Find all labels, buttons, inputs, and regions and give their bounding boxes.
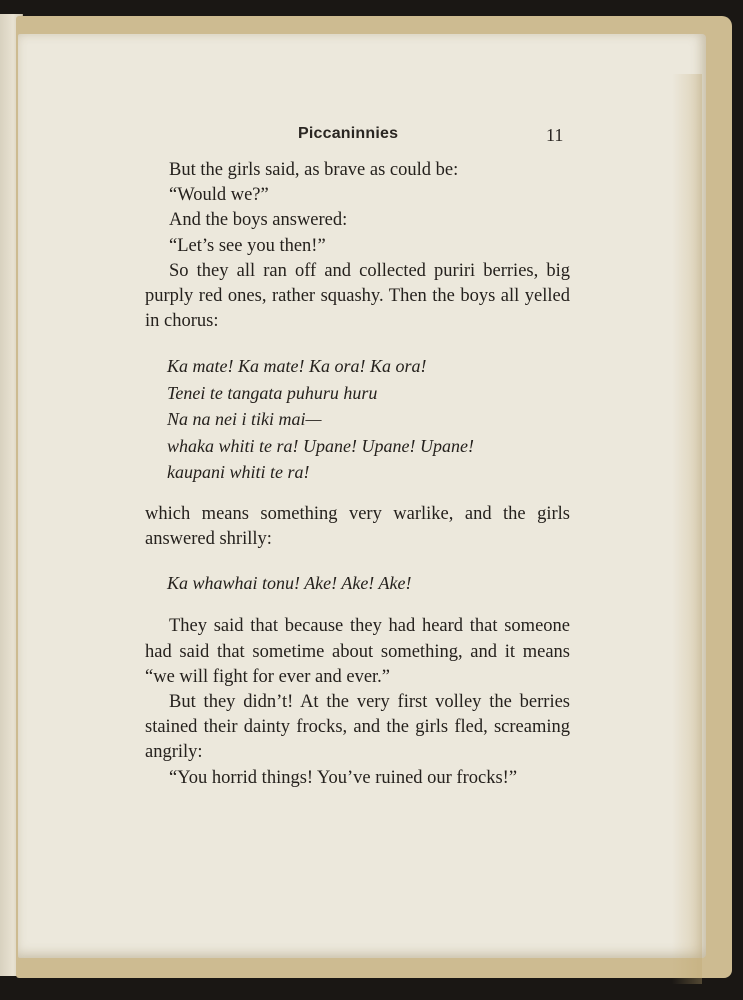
chant-verse (167, 353, 570, 486)
verse-line: whaka whiti te ra! Upane! Upane! Upane! (167, 435, 474, 456)
paragraph: “You horrid things! You’ve ruined our frocks!” (169, 767, 518, 788)
paragraph: But they didn’t! At the very first volley the berries stained their dainty frocks, and the girls fled, screaming angrily: (145, 691, 570, 763)
verse-line: Tenei te tangata puhuru huru (167, 382, 378, 403)
page-header (0, 125, 743, 155)
page-text (145, 158, 570, 791)
text-line: “Would we?” (169, 185, 269, 206)
running-title: Piccaninnies (298, 125, 399, 142)
verse-line: Na na nei i tiki mai— (167, 409, 322, 430)
page-number: 11 (546, 125, 564, 145)
page-edge-stain (672, 74, 702, 984)
paragraph: which means something very warlike, and the girls answered shrilly: (145, 503, 570, 550)
verse-line: kaupani whiti te ra! (167, 462, 310, 483)
text-line: And the boys answered: (169, 210, 348, 231)
text-line: But the girls said, as brave as could be: (169, 160, 459, 180)
paragraph: So they all ran off and collected puriri berries, big purply red ones, rather squashy. Then the boys all yelled in chorus: (145, 260, 570, 332)
reply-verse: Ka whawhai tonu! Ake! Ake! Ake! (167, 573, 412, 594)
text-line: “Let’s see you then!” (169, 235, 326, 256)
verse-line: Ka mate! Ka mate! Ka ora! Ka ora! (167, 356, 427, 377)
paragraph: They said that because they had heard that someone had said that sometime about something, and it means “we will fight for ever and ever.” (145, 616, 570, 687)
